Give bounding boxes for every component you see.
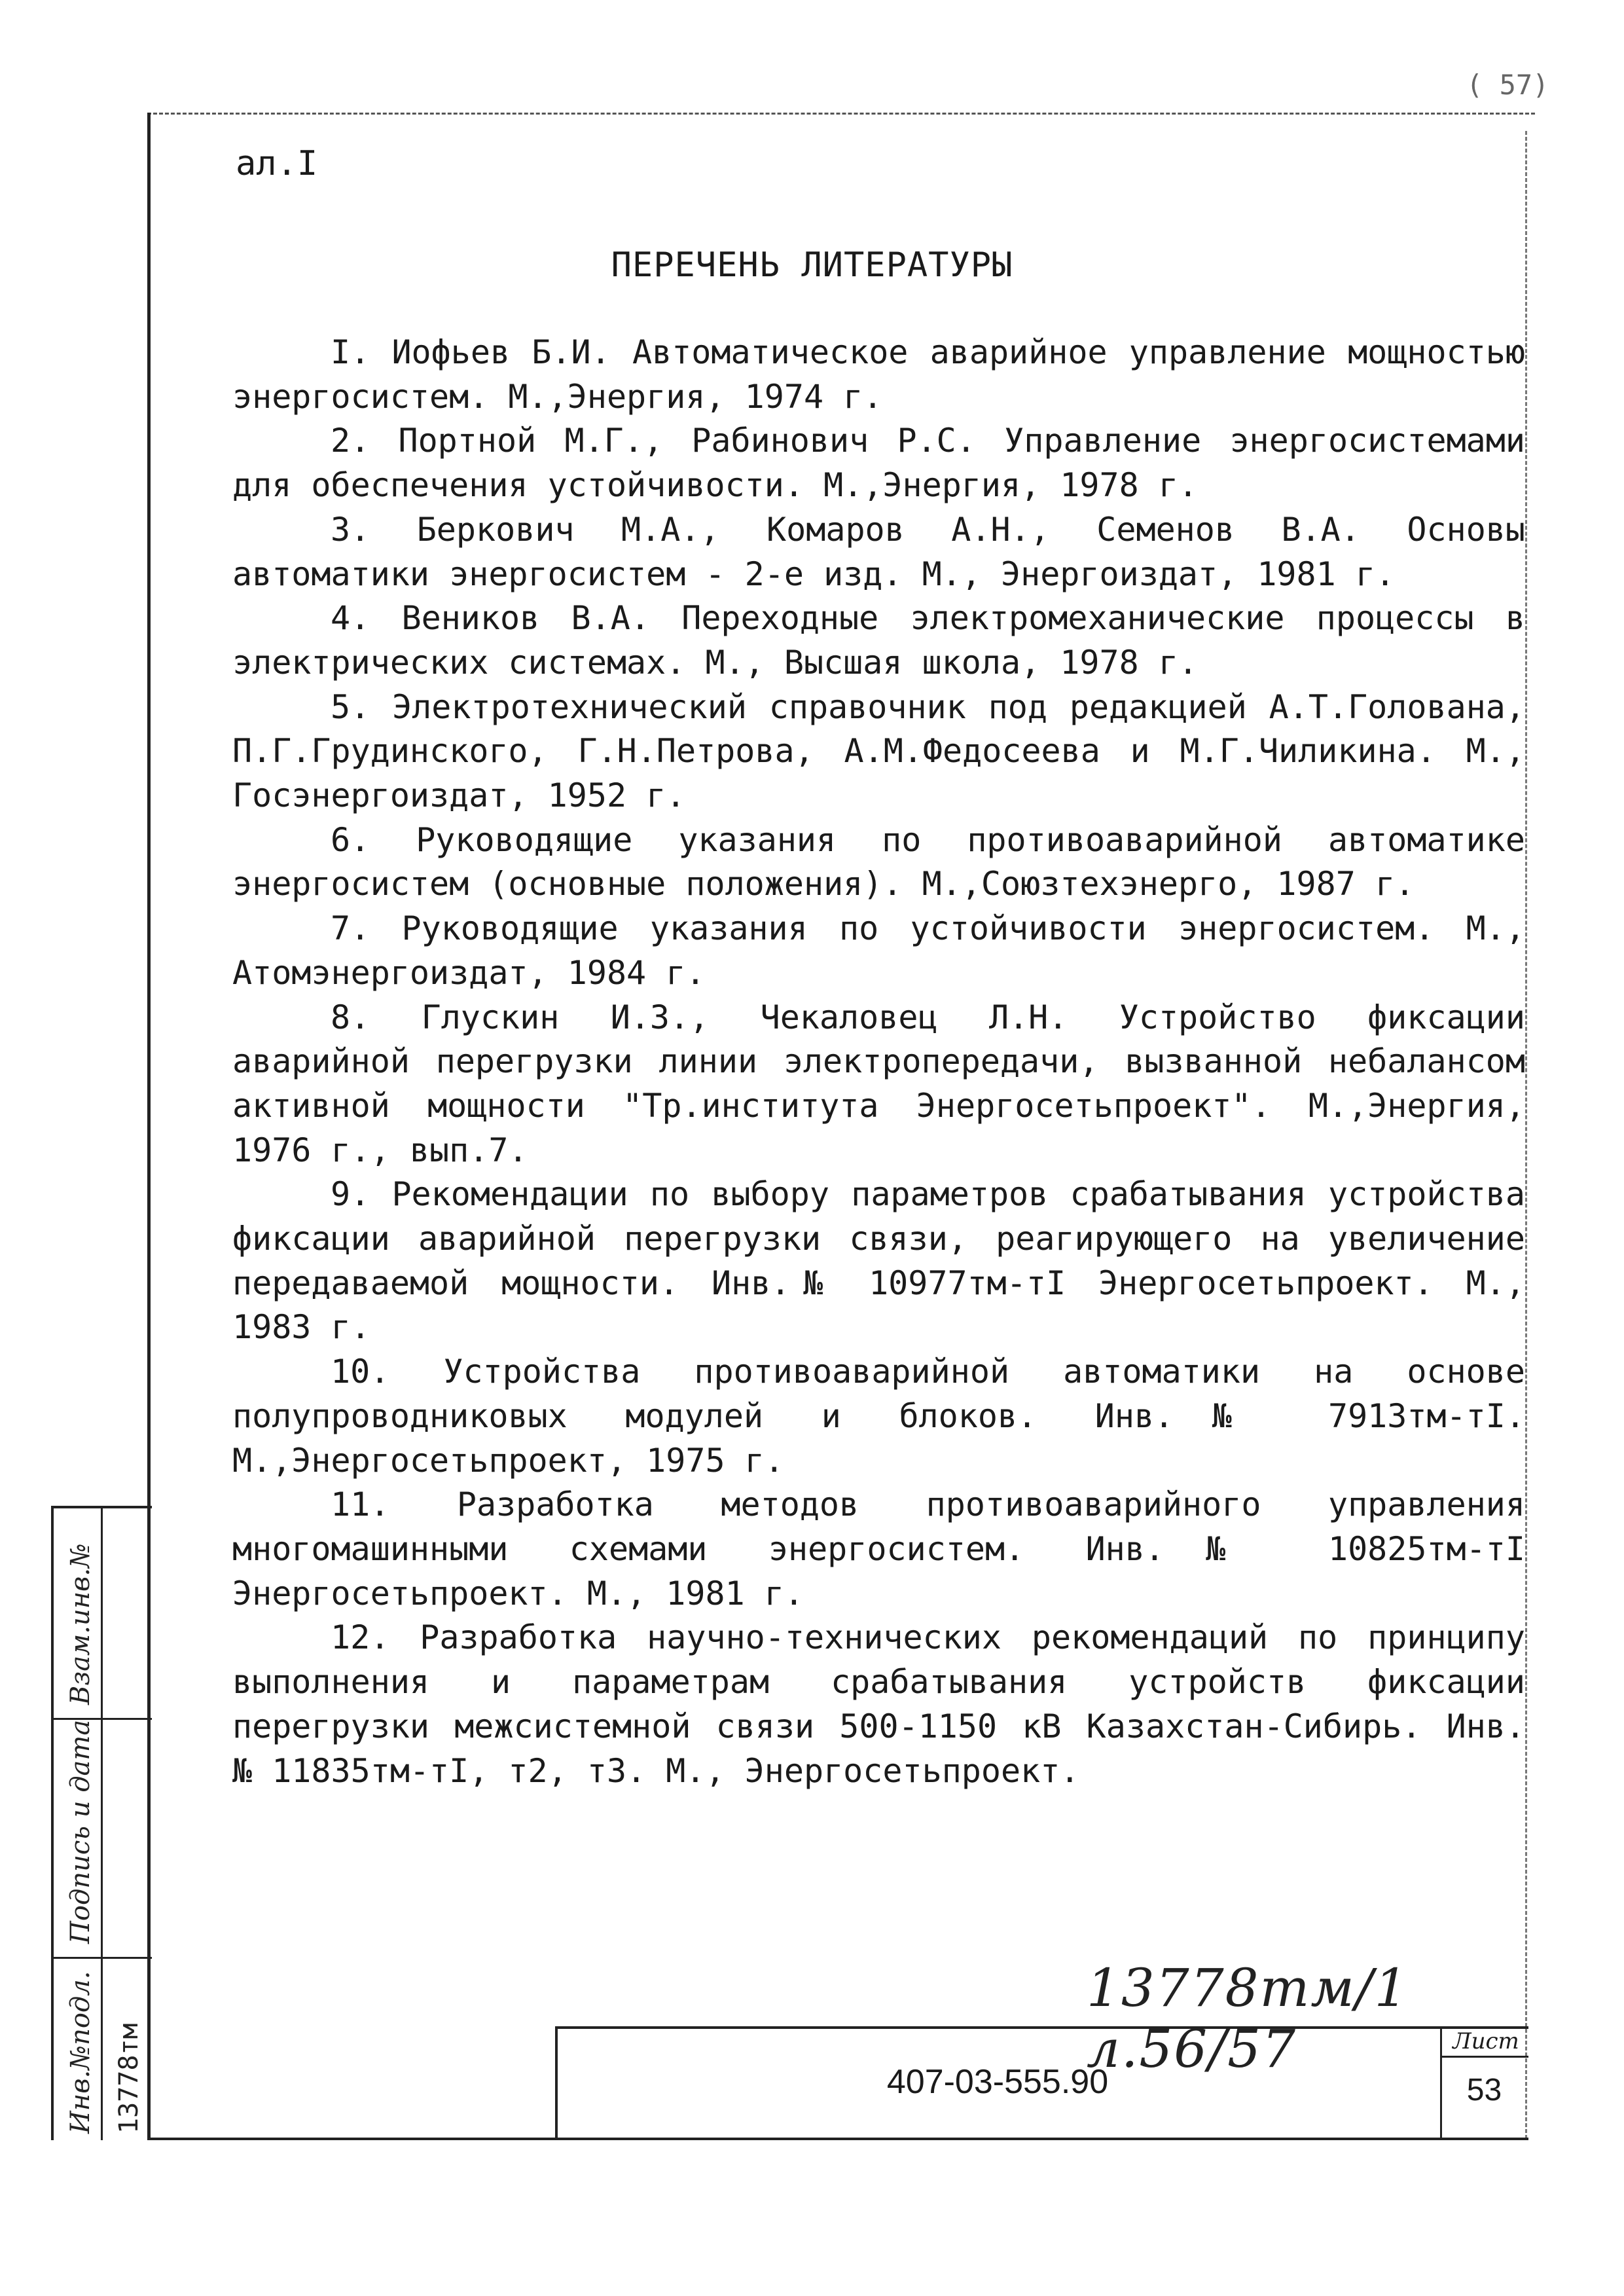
reference-item: 10. Устройства противоаварийной автоматики на основе полупроводниковых модулей и блоков. Инв.№ 7913тм-тI. М.,Энергосетьпроект, 1975 г. bbox=[232, 1353, 1525, 1480]
reference-item: 4. Веников В.А. Переходные электромеханические процессы в электрических системах. М., Высшая школа, 1978 г. bbox=[232, 599, 1525, 682]
reference-item: 2. Портной М.Г., Рабинович Р.С. Управление энергосистемами для обеспечения устойчивости. М.,Энергия, 1978 г. bbox=[232, 422, 1525, 505]
side-stamp-divider bbox=[101, 1508, 103, 2140]
title-block-top bbox=[555, 2026, 1528, 2029]
reference-item: 6. Руководящие указания по противоаварийной автоматике энергосистем (основные положения). М.,Союзтехэнерго, 1987 г. bbox=[232, 820, 1525, 903]
signature-date-label: Подпись и дата bbox=[65, 1719, 96, 1944]
sheet-label: Лист bbox=[1453, 2028, 1519, 2054]
original-inventory-label: Инв.№подл. bbox=[65, 1971, 96, 2134]
side-stamp-separator bbox=[54, 1957, 152, 1959]
appendix-label: ал.I bbox=[236, 144, 318, 183]
reference-item: 3. Беркович М.А., Комаров А.Н., Семенов В.А. Основы автоматики энергосистем - 2-е изд. М., Энергоиздат, 1981 г. bbox=[232, 510, 1525, 593]
reference-item: 5. Электротехнический справочник под редакцией А.Т.Голована, П.Г.Грудинского, Г.Н.Петрова, А.М.Федосеева и М.Г.Чиликина. М., Госэнергоиздат, 1952 г. bbox=[232, 687, 1525, 815]
corner-mark: ( 57) bbox=[1466, 69, 1549, 101]
reference-list bbox=[232, 331, 1525, 1793]
swap-inventory-label: Взам.инв.№ bbox=[65, 1543, 96, 1705]
frame-top-border bbox=[147, 113, 1535, 115]
document-code: 407-03-555.90 bbox=[886, 2063, 1109, 2101]
reference-item: 7. Руководящие указания по устойчивости энергосистем. М., Атомэнергоиздат, 1984 г. bbox=[232, 909, 1525, 992]
reference-item: 12. Разработка научно-технических рекомендаций по принципу выполнения и параметрам срабатывания устройств фиксации перегрузки межсистемной связи 500-1150 кВ Казахстан-Сибирь. Инв. № 11835тм-тI, т2, т3. М., Энергосетьпроект. bbox=[232, 1618, 1525, 1790]
sheet-number: 53 bbox=[1466, 2073, 1502, 2107]
reference-item: 11. Разработка методов противоаварийного управления многомашинными схемами энергосистем. Инв.№ 10825тм-тI Энергосетьпроект. М., 1981 г. bbox=[232, 1485, 1525, 1613]
handwritten-note: 13778тм/1 л.56/57 bbox=[1087, 1958, 1409, 2079]
reference-item: 9. Рекомендации по выбору параметров срабатывания устройства фиксации аварийной перегрузки связи, реагирующего на увеличение передаваемой мощности. Инв.№ 10977тм-тI Энергосетьпроект. М., 1983 г. bbox=[232, 1175, 1525, 1347]
frame-bottom-border bbox=[147, 2138, 1528, 2140]
frame-right-border bbox=[1525, 131, 1527, 2139]
side-stamp bbox=[51, 1506, 152, 2140]
reference-item: I. Иофьев Б.И. Автоматическое аварийное управление мощностью энергосистем. М.,Энергия, 1974 г. bbox=[232, 333, 1525, 416]
inventory-number: 13778тм bbox=[114, 2023, 144, 2134]
title-block-sheet-separator bbox=[1440, 2056, 1528, 2058]
page-title: ПЕРЕЧЕНЬ ЛИТЕРАТУРЫ bbox=[611, 246, 1013, 285]
reference-item: 8. Глускин И.З., Чекаловец Л.Н. Устройство фиксации аварийной перегрузки линии электропередачи, вызванной небалансом активной мощности "Тр.института Энергосетьпроект". М.,Энергия, 1976 г., вып.7. bbox=[232, 998, 1525, 1169]
